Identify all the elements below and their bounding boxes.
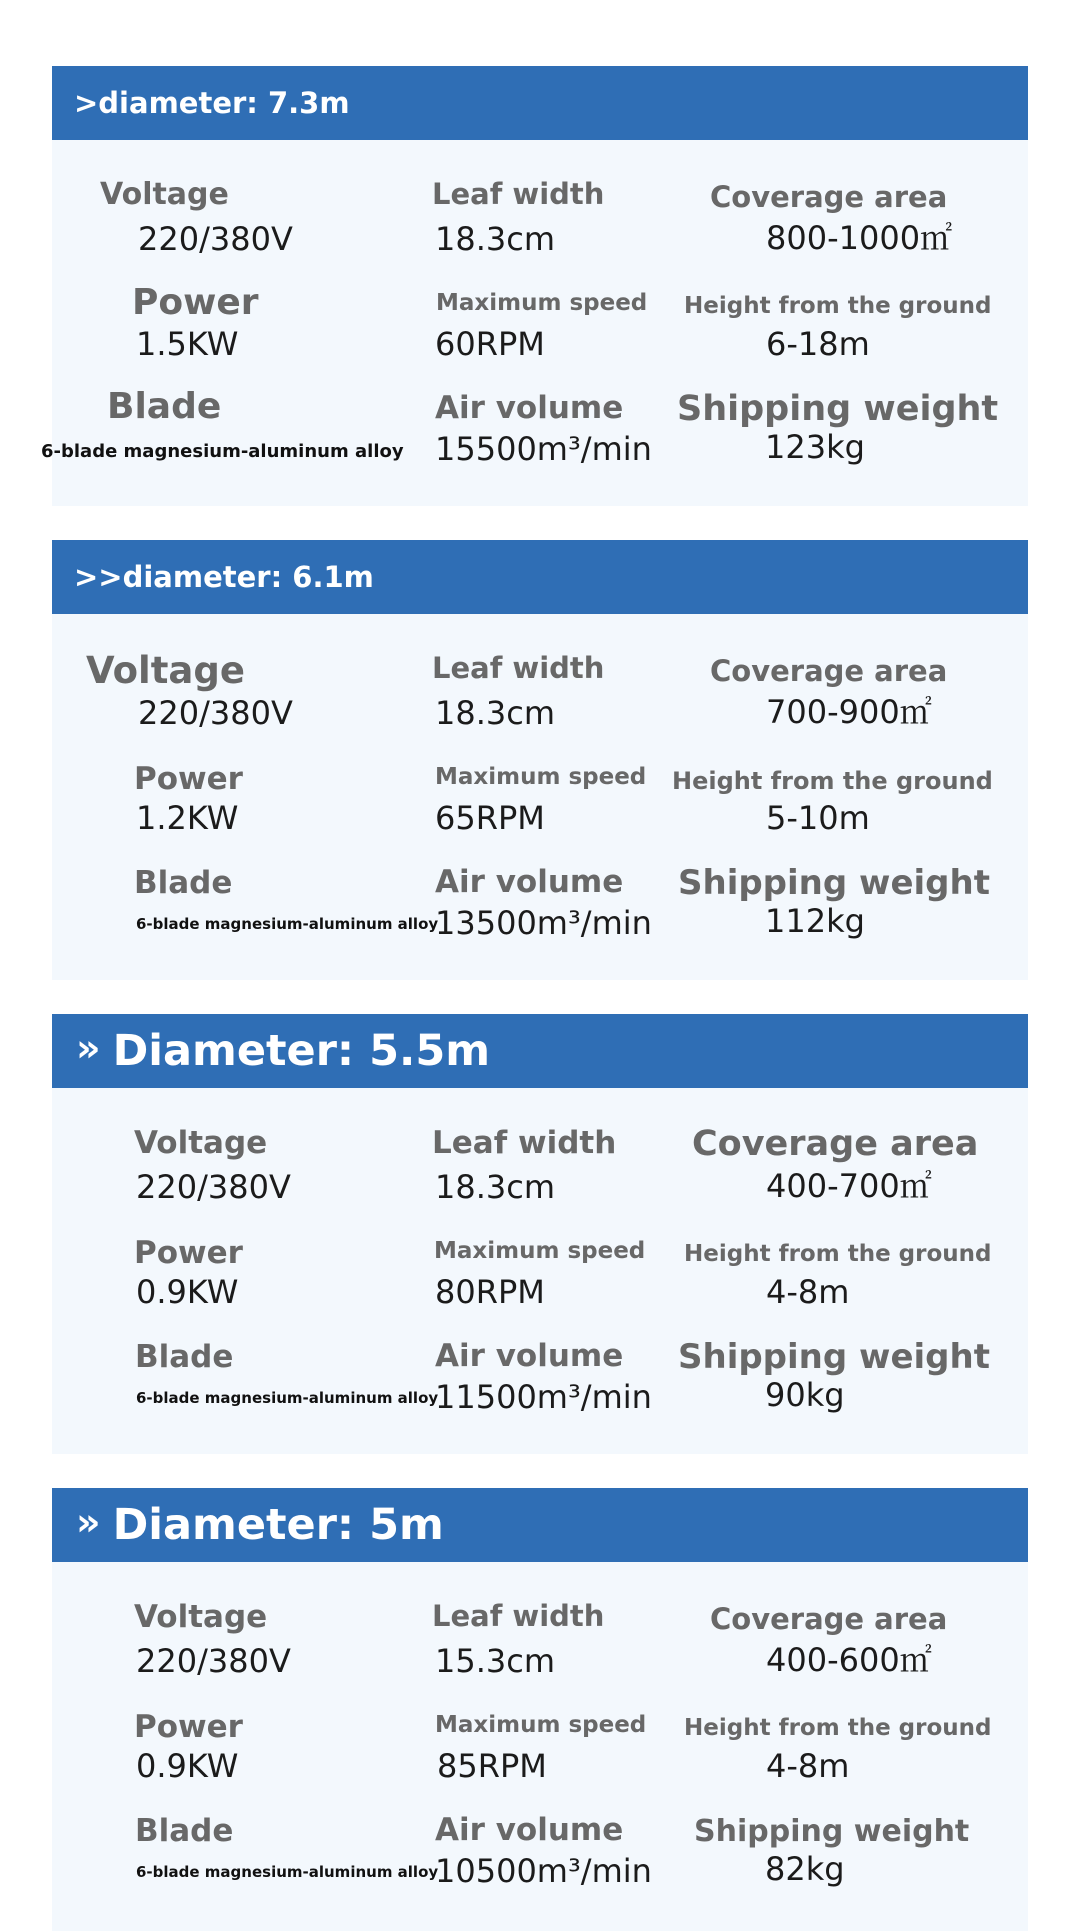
shipping-weight-label: Shipping weight xyxy=(678,863,990,903)
shipping-weight-value: 112kg xyxy=(765,902,865,940)
card-header xyxy=(52,66,1028,140)
max-speed-value: 80RPM xyxy=(435,1273,545,1311)
air-volume-value: 13500m³/min xyxy=(435,904,652,942)
coverage-area-value: 400-600㎡ xyxy=(766,1641,932,1679)
power-value: 1.5KW xyxy=(136,325,239,363)
leaf-width-value: 18.3cm xyxy=(435,220,556,258)
height-value: 4-8m xyxy=(766,1273,850,1311)
leaf-width-label: Leaf width xyxy=(432,651,605,685)
height-value: 6-18m xyxy=(766,325,870,363)
power-value: 0.9KW xyxy=(136,1747,239,1785)
card-title: >diameter: 7.3m xyxy=(74,86,350,120)
voltage-label: Voltage xyxy=(134,1125,268,1161)
air-volume-value: 10500m³/min xyxy=(435,1852,652,1890)
height-value: 4-8m xyxy=(766,1747,850,1785)
chevron-icon: » xyxy=(76,1500,101,1544)
shipping-weight-value: 123kg xyxy=(765,428,865,466)
blade-label: Blade xyxy=(135,1813,234,1849)
power-label: Power xyxy=(134,1709,243,1745)
air-volume-label: Air volume xyxy=(435,390,624,426)
coverage-area-label: Coverage area xyxy=(710,180,948,214)
shipping-weight-label: Shipping weight xyxy=(677,389,999,429)
shipping-weight-label: Shipping weight xyxy=(694,1814,970,1849)
blade-value: 6-blade magnesium-aluminum alloy xyxy=(136,1863,439,1881)
height-label: Height from the ground xyxy=(672,767,993,795)
card-title: Diameter: 5m xyxy=(112,1500,444,1550)
leaf-width-label: Leaf width xyxy=(432,1599,605,1633)
voltage-label: Voltage xyxy=(86,649,245,692)
leaf-width-value: 18.3cm xyxy=(435,694,556,732)
max-speed-label: Maximum speed xyxy=(434,1238,646,1264)
voltage-value: 220/380V xyxy=(138,694,293,732)
coverage-area-value: 400-700㎡ xyxy=(766,1167,932,1205)
coverage-area-label: Coverage area xyxy=(692,1124,979,1164)
height-label: Height from the ground xyxy=(684,1715,992,1741)
card-header xyxy=(52,1014,1028,1088)
voltage-label: Voltage xyxy=(134,1599,268,1635)
voltage-label: Voltage xyxy=(100,177,229,212)
blade-value: 6-blade magnesium-aluminum alloy xyxy=(136,1389,439,1407)
voltage-value: 220/380V xyxy=(136,1168,291,1206)
card-title: >>diameter: 6.1m xyxy=(74,560,374,594)
card-title: Diameter: 5.5m xyxy=(112,1026,491,1076)
voltage-value: 220/380V xyxy=(136,1642,291,1680)
coverage-area-label: Coverage area xyxy=(710,654,948,688)
shipping-weight-value: 82kg xyxy=(765,1850,845,1888)
shipping-weight-value: 90kg xyxy=(765,1376,845,1414)
leaf-width-value: 18.3cm xyxy=(435,1168,556,1206)
max-speed-label: Maximum speed xyxy=(435,764,647,790)
height-label: Height from the ground xyxy=(684,293,992,319)
power-label: Power xyxy=(132,282,259,323)
max-speed-label: Maximum speed xyxy=(436,290,648,316)
air-volume-label: Air volume xyxy=(435,1812,624,1848)
max-speed-value: 60RPM xyxy=(435,325,545,363)
power-label: Power xyxy=(134,761,243,797)
blade-value: 6-blade magnesium-aluminum alloy xyxy=(41,441,404,462)
card-header xyxy=(52,540,1028,614)
chevron-icon: » xyxy=(76,1026,101,1070)
blade-label: Blade xyxy=(135,1339,234,1375)
card-header xyxy=(52,1488,1028,1562)
coverage-area-value: 700-900㎡ xyxy=(766,693,932,731)
height-value: 5-10m xyxy=(766,799,870,837)
max-speed-value: 65RPM xyxy=(435,799,545,837)
leaf-width-label: Leaf width xyxy=(432,1125,617,1161)
leaf-width-value: 15.3cm xyxy=(435,1642,556,1680)
power-value: 1.2KW xyxy=(136,799,239,837)
height-label: Height from the ground xyxy=(684,1241,992,1267)
max-speed-label: Maximum speed xyxy=(435,1712,647,1738)
air-volume-value: 15500m³/min xyxy=(435,430,652,468)
coverage-area-label: Coverage area xyxy=(710,1602,948,1636)
air-volume-value: 11500m³/min xyxy=(435,1378,652,1416)
shipping-weight-label: Shipping weight xyxy=(678,1337,990,1377)
voltage-value: 220/380V xyxy=(138,220,293,258)
blade-label: Blade xyxy=(134,865,233,901)
spec-card-6-1m xyxy=(52,540,1028,980)
air-volume-label: Air volume xyxy=(435,864,624,900)
air-volume-label: Air volume xyxy=(435,1338,624,1374)
max-speed-value: 85RPM xyxy=(437,1747,547,1785)
blade-value: 6-blade magnesium-aluminum alloy xyxy=(136,915,439,933)
leaf-width-label: Leaf width xyxy=(432,177,605,211)
power-value: 0.9KW xyxy=(136,1273,239,1311)
spec-card-5m xyxy=(52,1488,1028,1931)
spec-card-5-5m xyxy=(52,1014,1028,1454)
power-label: Power xyxy=(134,1235,243,1271)
coverage-area-value: 800-1000㎡ xyxy=(766,219,953,257)
spec-card-7-3m xyxy=(41,66,1028,506)
blade-label: Blade xyxy=(107,386,222,427)
